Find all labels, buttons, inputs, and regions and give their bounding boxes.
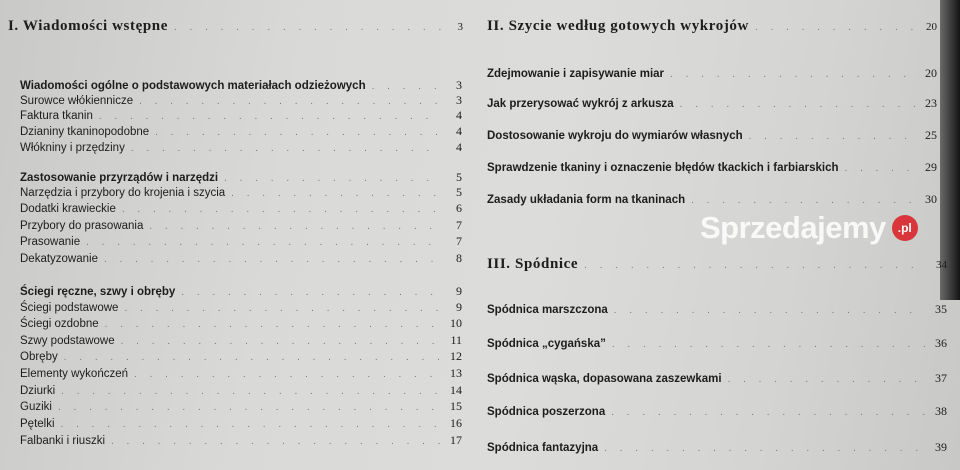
dot-leader xyxy=(111,435,440,449)
page-number: 4 xyxy=(456,124,462,138)
toc-entry[interactable] xyxy=(20,201,462,217)
toc-entry[interactable] xyxy=(20,140,462,156)
page-number: 3 xyxy=(456,93,462,107)
dot-leader xyxy=(61,418,440,432)
page-number: 3 xyxy=(456,78,462,92)
page-number: 8 xyxy=(456,251,462,265)
dot-leader xyxy=(86,236,440,250)
page-number: 4 xyxy=(456,140,462,154)
page-number: 25 xyxy=(925,128,937,142)
dot-leader xyxy=(728,373,925,387)
toc-entry[interactable] xyxy=(20,416,462,432)
toc-entry[interactable] xyxy=(20,170,462,186)
entry-title: Elementy wykończeń xyxy=(20,368,129,380)
toc-entry[interactable] xyxy=(20,316,462,332)
entry-title: III. Spódnice xyxy=(487,256,579,272)
dot-leader xyxy=(614,304,925,318)
page-number: 36 xyxy=(935,336,947,350)
page-number: 29 xyxy=(925,160,937,174)
toc-entry[interactable] xyxy=(20,251,462,267)
page-number: 3 xyxy=(457,21,463,33)
page-number: 15 xyxy=(450,399,462,413)
page-number: 17 xyxy=(450,433,462,447)
toc-entry[interactable] xyxy=(487,404,947,420)
entry-title: Jak przerysować wykrój z arkusza xyxy=(487,98,674,110)
entry-title: Sprawdzenie tkaniny i oznaczenie błędów tkackich i farbiarskich xyxy=(487,162,839,174)
dot-leader xyxy=(231,187,440,201)
entry-title: Spódnica poszerzona xyxy=(487,406,606,418)
dot-leader xyxy=(131,142,440,156)
toc-entry[interactable] xyxy=(20,349,462,365)
entry-title: Dodatki krawieckie xyxy=(20,203,116,215)
entry-title: Spódnica wąska, dopasowana zaszewkami xyxy=(487,373,722,385)
dot-leader xyxy=(124,302,440,316)
toc-entry[interactable] xyxy=(20,124,462,140)
entry-title: Dziurki xyxy=(20,385,56,397)
toc-entry[interactable] xyxy=(20,399,462,415)
page-number: 5 xyxy=(456,185,462,199)
chapter-heading[interactable] xyxy=(487,17,937,37)
entry-title: Faktura tkanin xyxy=(20,110,93,122)
chapter-heading[interactable] xyxy=(487,255,947,275)
toc-entry[interactable] xyxy=(20,234,462,250)
entry-title: Narzędzia i przybory do krojenia i szycia xyxy=(20,187,226,199)
entry-title: Ściegi ozdobne xyxy=(20,318,99,330)
dot-leader xyxy=(755,19,915,37)
dot-leader xyxy=(670,68,915,82)
entry-title: Ściegi ręczne, szwy i obręby xyxy=(20,286,176,298)
entry-title: Zastosowanie przyrządów i narzędzi xyxy=(20,172,219,184)
entry-title: Guziki xyxy=(20,401,52,413)
toc-entry[interactable] xyxy=(487,96,937,112)
page-number: 9 xyxy=(456,300,462,314)
dot-leader xyxy=(58,401,440,415)
entry-title: Spódnica „cygańska” xyxy=(487,338,606,350)
toc-entry[interactable] xyxy=(487,371,947,387)
dot-leader xyxy=(61,385,440,399)
dot-leader xyxy=(612,338,925,352)
entry-title: II. Szycie według gotowych wykrojów xyxy=(487,18,749,34)
entry-title: Szwy podstawowe xyxy=(20,335,115,347)
dot-leader xyxy=(139,95,440,109)
entry-title: Wiadomości ogólne o podstawowych materiałach odzieżowych xyxy=(20,80,366,92)
toc-entry[interactable] xyxy=(487,128,937,144)
toc-entry[interactable] xyxy=(20,78,462,94)
page-number: 9 xyxy=(456,284,462,298)
page-number: 30 xyxy=(925,192,937,206)
entry-title: I. Wiadomości wstępne xyxy=(8,18,168,34)
toc-entry[interactable] xyxy=(20,108,462,124)
dot-leader xyxy=(604,442,925,456)
toc-entry[interactable] xyxy=(487,66,937,82)
entry-title: Dzianiny tkaninopodobne xyxy=(20,126,150,138)
page-number: 10 xyxy=(450,316,462,330)
dot-leader xyxy=(845,162,915,176)
entry-title: Dekatyzowanie xyxy=(20,253,98,265)
toc-entry[interactable] xyxy=(20,333,462,349)
dot-leader xyxy=(691,194,915,208)
entry-title: Przybory do prasowania xyxy=(20,220,144,232)
toc-entry[interactable] xyxy=(20,284,462,300)
toc-entry[interactable] xyxy=(20,93,462,109)
entry-title: Dostosowanie wykroju do wymiarów własnych xyxy=(487,130,743,142)
toc-entry[interactable] xyxy=(487,336,947,352)
page-number: 20 xyxy=(926,21,937,33)
page-number: 12 xyxy=(450,349,462,363)
dot-leader xyxy=(155,126,440,140)
page-number: 6 xyxy=(456,201,462,215)
toc-entry[interactable] xyxy=(20,185,462,201)
dot-leader xyxy=(372,80,440,94)
entry-title: Zasady układania form na tkaninach xyxy=(487,194,686,206)
watermark-logo: Sprzedajemy xyxy=(700,210,886,245)
dot-leader xyxy=(584,257,925,275)
page-number: 20 xyxy=(925,66,937,80)
dot-leader xyxy=(105,318,440,332)
entry-title: Prasowanie xyxy=(20,236,81,248)
page-number: 13 xyxy=(450,366,462,380)
toc-entry[interactable] xyxy=(487,440,947,456)
entry-title: Spódnica marszczona xyxy=(487,304,608,316)
page-number: 5 xyxy=(456,170,462,184)
dot-leader xyxy=(680,98,915,112)
dot-leader xyxy=(224,172,440,186)
entry-title: Obręby xyxy=(20,351,58,363)
page-number: 38 xyxy=(935,404,947,418)
toc-entry[interactable] xyxy=(20,300,462,316)
toc-entry[interactable] xyxy=(487,192,937,208)
entry-title: Zdejmowanie i zapisywanie miar xyxy=(487,68,665,80)
page-number: 11 xyxy=(450,333,462,347)
page-number: 7 xyxy=(456,218,462,232)
entry-title: Pętelki xyxy=(20,418,55,430)
dot-leader xyxy=(174,19,441,37)
page-number: 7 xyxy=(456,234,462,248)
dot-leader xyxy=(64,351,440,365)
dot-leader xyxy=(121,335,440,349)
page-number: 16 xyxy=(450,416,462,430)
toc-entry[interactable] xyxy=(20,366,462,382)
entry-title: Ściegi podstawowe xyxy=(20,302,119,314)
page-number: 39 xyxy=(935,440,947,454)
page-number: 35 xyxy=(935,302,947,316)
entry-title: Spódnica fantazyjna xyxy=(487,442,599,454)
dot-leader xyxy=(99,110,440,124)
dot-leader xyxy=(749,130,915,144)
page-number: 4 xyxy=(456,108,462,122)
dot-leader xyxy=(611,406,925,420)
chapter-heading[interactable] xyxy=(8,17,463,37)
toc-entry[interactable] xyxy=(20,218,462,234)
toc-entry[interactable] xyxy=(20,433,462,449)
entry-title: Surowce włókiennicze xyxy=(20,95,134,107)
toc-entry[interactable] xyxy=(487,302,947,318)
page-number: 34 xyxy=(936,259,947,271)
page-number: 37 xyxy=(935,371,947,385)
dot-leader xyxy=(104,253,440,267)
toc-entry[interactable] xyxy=(20,383,462,399)
watermark-badge: .pl xyxy=(892,215,918,241)
page-number: 23 xyxy=(925,96,937,110)
toc-entry[interactable] xyxy=(487,160,937,176)
dot-leader xyxy=(181,286,440,300)
watermark xyxy=(700,210,918,246)
entry-title: Falbanki i riuszki xyxy=(20,435,105,447)
dot-leader xyxy=(134,368,440,382)
entry-title: Włókniny i przędziny xyxy=(20,142,125,154)
page-number: 14 xyxy=(450,383,462,397)
dot-leader xyxy=(122,203,440,217)
dot-leader xyxy=(149,220,440,234)
